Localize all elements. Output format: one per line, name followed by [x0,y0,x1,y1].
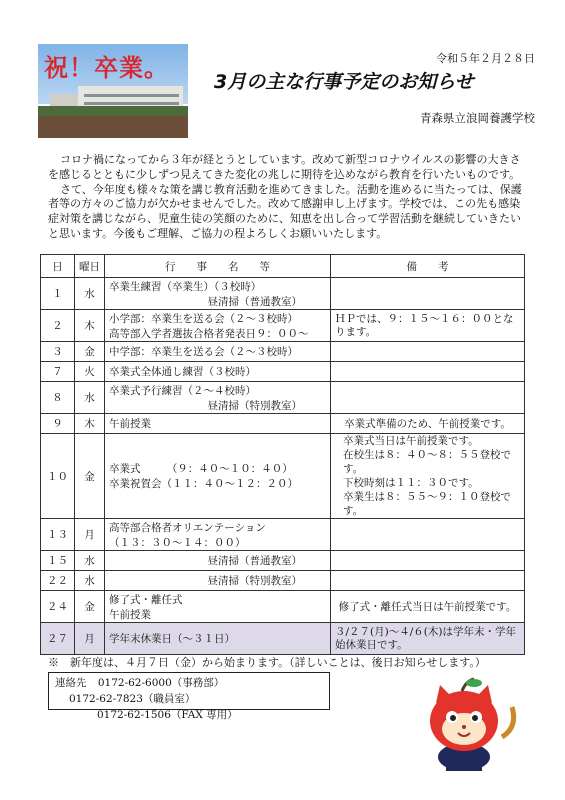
table-row [41,551,525,571]
dow-cell: 木 [75,414,105,434]
header-day: 日 [41,255,75,278]
day-cell: ３ [41,342,75,362]
table-row [41,591,525,623]
tel-staff: 0172-62-7823（職員室） [69,693,196,705]
note-cell: 修了式・離任式当日は午前授業です。 [331,591,525,623]
day-cell: ２２ [41,571,75,591]
note-cell: ＨＰでは、９：１５～１６：００となります。 [331,310,525,342]
note-cell [331,571,525,591]
day-cell: １ [41,278,75,310]
note-cell [331,519,525,551]
event-cell: 昼清掃（普通教室） [105,551,331,571]
event-cell: 小学部：卒業生を送る会（２～３校時） 高等部入学者選抜合格者発表日９：００～ [105,310,331,342]
header-dow: 曜日 [75,255,105,278]
day-cell: ７ [41,362,75,382]
event-cell: 昼清掃（特別教室） [105,571,331,591]
dow-cell: 金 [75,591,105,623]
event-cell: 午前授業 [105,414,331,434]
contact-label: 連絡先 [55,677,87,689]
dow-cell: 月 [75,623,105,655]
event-cell: 学年末休業日（～３１日） [105,623,331,655]
note-cell: 卒業式当日は午前授業です。 在校生は８：４０～８：５５登校です。 下校時刻は１１：３０です。 卒業生は８：５５～９：１０登校です。 [331,434,525,519]
dow-cell: 水 [75,551,105,571]
table-row [41,623,525,655]
page-title: 3月の主な行事予定のお知らせ [214,71,474,93]
graduation-photo [38,44,188,138]
dow-cell: 水 [75,382,105,414]
table-row [41,278,525,310]
intro-paragraph-1: コロナ禍になってから３年が経とうとしています。改めて新型コロナウイルスの影響の大きさを感じるとともに少しずつ見えてきた変化の兆しに期待を込めながら教育を行いたいものです。 [48,153,521,181]
table-row [41,414,525,434]
event-cell: 卒業式予行練習（２～４校時） 昼清掃（特別教室） [105,382,331,414]
intro-text [48,153,528,242]
dow-cell: 木 [75,310,105,342]
note-cell [331,362,525,382]
event-cell: 卒業式全体通し練習（３校時） [105,362,331,382]
dow-cell: 火 [75,362,105,382]
note-cell [331,342,525,362]
day-cell: ９ [41,414,75,434]
contact-box [48,672,330,721]
table-row [41,362,525,382]
tel-office: 0172-62-6000（事務部） [97,677,225,689]
apple-cat-mascot-icon [412,675,522,775]
event-cell: 高等部合格者オリエンテーション （１３：３０～１４：００） [105,519,331,551]
dow-cell: 月 [75,519,105,551]
table-row [41,519,525,551]
event-cell: 中学部：卒業生を送る会（２～３校時） [105,342,331,362]
footer-note: ※ 新年度は、４月７日（金）から始まります。（詳しいことは、後日お知らせします。） [48,656,486,669]
banner-text: 祝！卒業。 [44,54,169,82]
day-cell: ２４ [41,591,75,623]
day-cell: １５ [41,551,75,571]
day-cell: ２７ [41,623,75,655]
day-cell: ２ [41,310,75,342]
header-event: 行 事 名 等 [105,255,331,278]
dow-cell: 金 [75,342,105,362]
fax-number: 0172-62-1506（FAX 専用） [97,709,238,721]
table-row [41,434,525,519]
note-cell: ３/２７(月)～４/６(木)は学年末・学年始休業日です。 [331,623,525,655]
day-cell: １３ [41,519,75,551]
event-cell: 卒業式 （９：４０～１０：４０） 卒業祝賀会（１１：４０～１２：２０） [105,434,331,519]
event-cell: 卒業生練習（卒業生）（３校時） 昼清掃（普通教室） [105,278,331,310]
dow-cell: 水 [75,278,105,310]
header-note: 備 考 [331,255,525,278]
table-row [41,571,525,591]
note-cell [331,551,525,571]
intro-paragraph-2: さて、今年度も様々な策を講じ教育活動を進めてきました。活動を進めるに当たっては、保護者等の方々のご協力が欠かせませんでした。改めて感謝申し上げます。学校では、この先も感染症対策を講じながら、児童生徒の笑顔のために、知恵を出し合って学習活動を継続していきたいと思います。今後もご理解、ご協力の程よろしくお願いいたします。 [48,182,522,240]
day-cell: ８ [41,382,75,414]
dow-cell: 金 [75,434,105,519]
table-row [41,310,525,342]
note-cell [331,382,525,414]
note-cell [331,278,525,310]
day-cell: １０ [41,434,75,519]
table-row [41,382,525,414]
table-row [41,342,525,362]
schedule-table [40,254,525,655]
dow-cell: 水 [75,571,105,591]
school-name: 青森県立浪岡養護学校 [420,111,535,125]
note-cell: 卒業式準備のため、午前授業です。 [331,414,525,434]
issue-date: 令和５年２月２８日 [436,52,535,65]
event-cell: 修了式・離任式 午前授業 [105,591,331,623]
